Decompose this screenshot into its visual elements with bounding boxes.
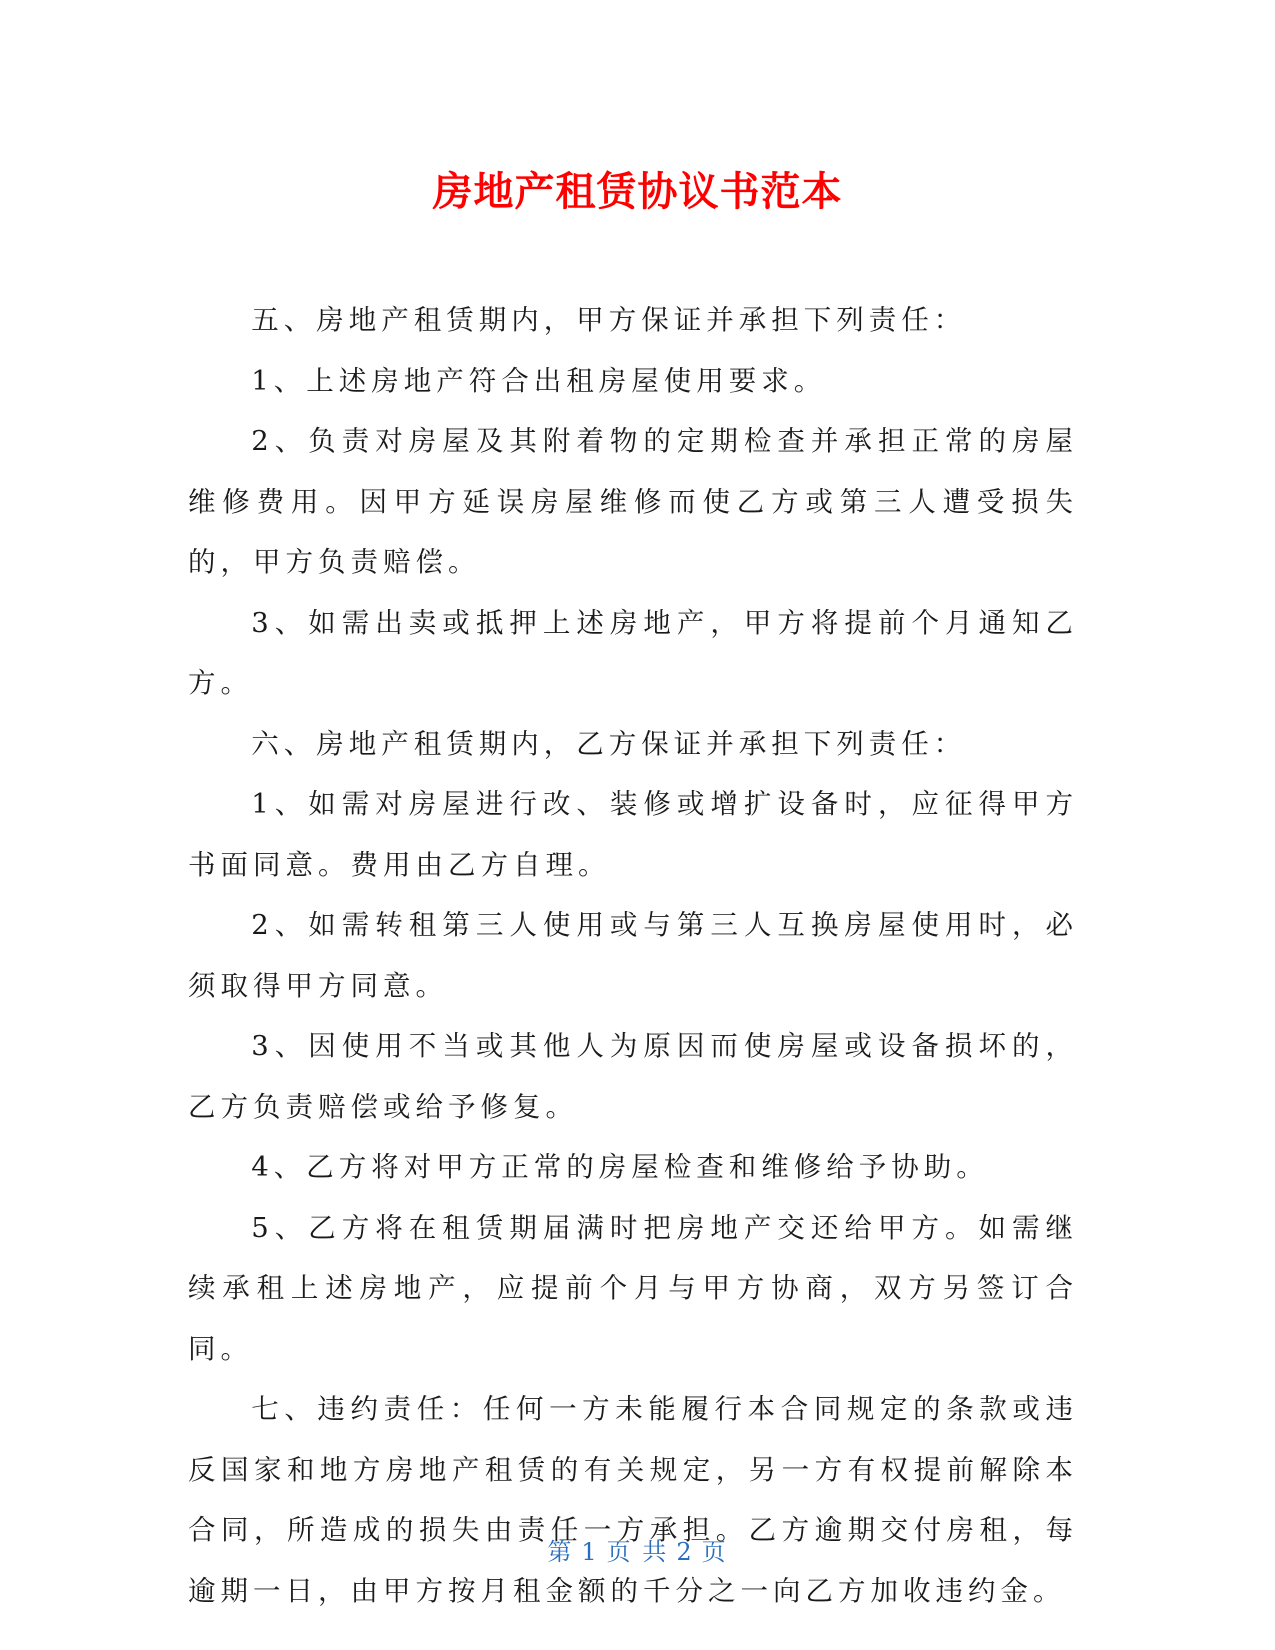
footer-suffix: 页: [701, 1538, 728, 1566]
paragraph-6-item-2: 2、如需转租第三人使用或与第三人互换房屋使用时，必须取得甲方同意。: [188, 909, 1078, 1002]
paragraph-6-item-4: 4、乙方将对甲方正常的房屋检查和维修给予协助。: [251, 1151, 989, 1183]
footer-total-pages: 2: [676, 1538, 694, 1566]
paragraph-7-breach: 七、违约责任：任何一方未能履行本合同规定的条款或违反国家和地方房地产租赁的有关规定，另一方有权提前解除本合同，所造成的损失由责任一方承担。乙方逾期交付房租，每逾期一日，由甲方按月租金额的千分之一向乙方加收违约金。: [188, 1393, 1078, 1607]
paragraph-6-heading: 六、房地产租赁期内，乙方保证并承担下列责任：: [251, 727, 967, 760]
paragraph-5-item-1: 1、上述房地产符合出租房屋使用要求。: [251, 364, 827, 397]
paragraph-6-item-1: 1、如需对房屋进行改、装修或增扩设备时，应征得甲方书面同意。费用由乙方自理。: [188, 788, 1078, 881]
document-body: [188, 290, 1078, 1621]
document-title: 房地产租赁协议书范本: [432, 169, 843, 215]
page-number-footer: [0, 1532, 1275, 1567]
paragraph-5-item-3: 3、如需出卖或抵押上述房地产，甲方将提前个月通知乙方。: [188, 606, 1078, 699]
paragraph-5-heading: 五、房地产租赁期内，甲方保证并承担下列责任：: [251, 304, 967, 336]
paragraph-5-item-2: 2、负责对房屋及其附着物的定期检查并承担正常的房屋维修费用。因甲方延误房屋维修而使乙方或第三人遭受损失的，甲方负责赔偿。: [188, 425, 1078, 578]
footer-current-page: 1: [581, 1538, 599, 1566]
paragraph-6-item-3: 3、因使用不当或其他人为原因而使房屋或设备损坏的，乙方负责赔偿或给予修复。: [188, 1030, 1078, 1123]
footer-prefix: 第: [547, 1538, 574, 1566]
footer-mid: 页 共: [606, 1538, 669, 1566]
paragraph-6-item-5: 5、乙方将在租赁期届满时把房地产交还给甲方。如需继续承租上述房地产，应提前个月与甲方协商，双方另签订合同。: [188, 1211, 1078, 1365]
